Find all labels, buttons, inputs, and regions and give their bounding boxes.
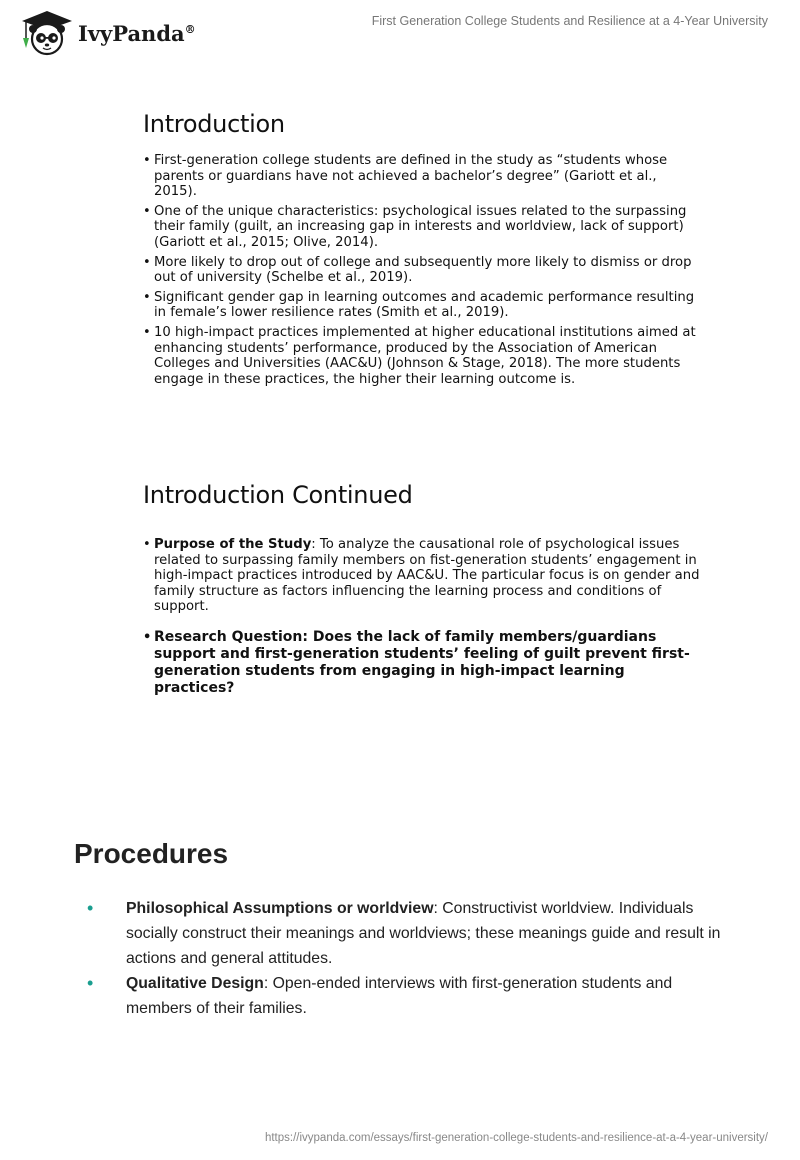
page-header [0, 0, 800, 70]
brand-name: IvyPanda® [78, 21, 196, 46]
list-item: • Significant gender gap in learning outcomes and academic performance resulting in female’s lower resilience rates (Smith et al., 2019). [143, 290, 703, 321]
slide-title: Introduction [143, 110, 285, 138]
item-text: : Open-ended interviews with first-generation students and members of their families. [126, 975, 673, 1017]
procedures-list [74, 896, 734, 1021]
slide-title: Introduction Continued [143, 481, 413, 509]
procedures-section [74, 838, 734, 1021]
panda-graduate-icon [14, 8, 76, 58]
research-question: • Research Question: Does the lack of family members/guardians support and first-generation students’ feeling of guilt prevent first-generation students from engaging in high-impact learning practices? [143, 629, 703, 697]
ivypanda-logo[interactable] [14, 8, 254, 60]
item-label: Philosophical Assumptions or worldview [126, 900, 434, 917]
list-item [74, 971, 734, 1021]
slide-introduction [143, 110, 703, 391]
list-item: • First-generation college students are defined in the study as “students whose parents or guardians have not achieved a bachelor’s degree” (Gariott et al., 2015). [143, 153, 703, 200]
item-label: Qualitative Design [126, 975, 264, 992]
item-text: : Constructivist worldview. Individuals socially construct their meanings and worldviews; these meanings guide and result in actions and general attitudes. [126, 900, 721, 967]
purpose-label: Purpose of the Study [154, 537, 312, 552]
document-title: First Generation College Students and Resilience at a 4-Year University [371, 14, 768, 28]
slide-introduction-continued [143, 481, 703, 697]
list-item [74, 896, 734, 971]
list-item: • One of the unique characteristics: psychological issues related to the surpassing their family (guilt, an increasing gap in interests and worldview, lack of support) (Gariott et al., 2015; Olive, 2014). [143, 204, 703, 251]
purpose-of-study [143, 537, 703, 615]
section-heading: Procedures [74, 838, 229, 869]
list-item: • More likely to drop out of college and subsequently more likely to dismiss or drop out of university (Schelbe et al., 2019). [143, 255, 703, 286]
slide-bullet-list [143, 153, 703, 387]
list-item: • 10 high-impact practices implemented at higher educational institutions aimed at enhancing students’ performance, produced by the Association of American Colleges and Universities (AAC&U) (Johnson & Stage, 2018). The more students engage in these practices, the higher their learning outcome is. [143, 325, 703, 387]
purpose-text: : To analyze the causational role of psychological issues related to surpassing family members on fist-generation students’ engagement in high-impact practices introduced by AAC&U. The particular focus is on gender and family structure as factors influencing the learning process and conditions of support. [154, 537, 700, 615]
source-url-link[interactable]: https://ivypanda.com/essays/first-generation-college-students-and-resilience-at-a-4-year-university/ [264, 1132, 768, 1144]
registered-mark: ® [184, 23, 196, 36]
slide-bullet-list [143, 537, 703, 697]
